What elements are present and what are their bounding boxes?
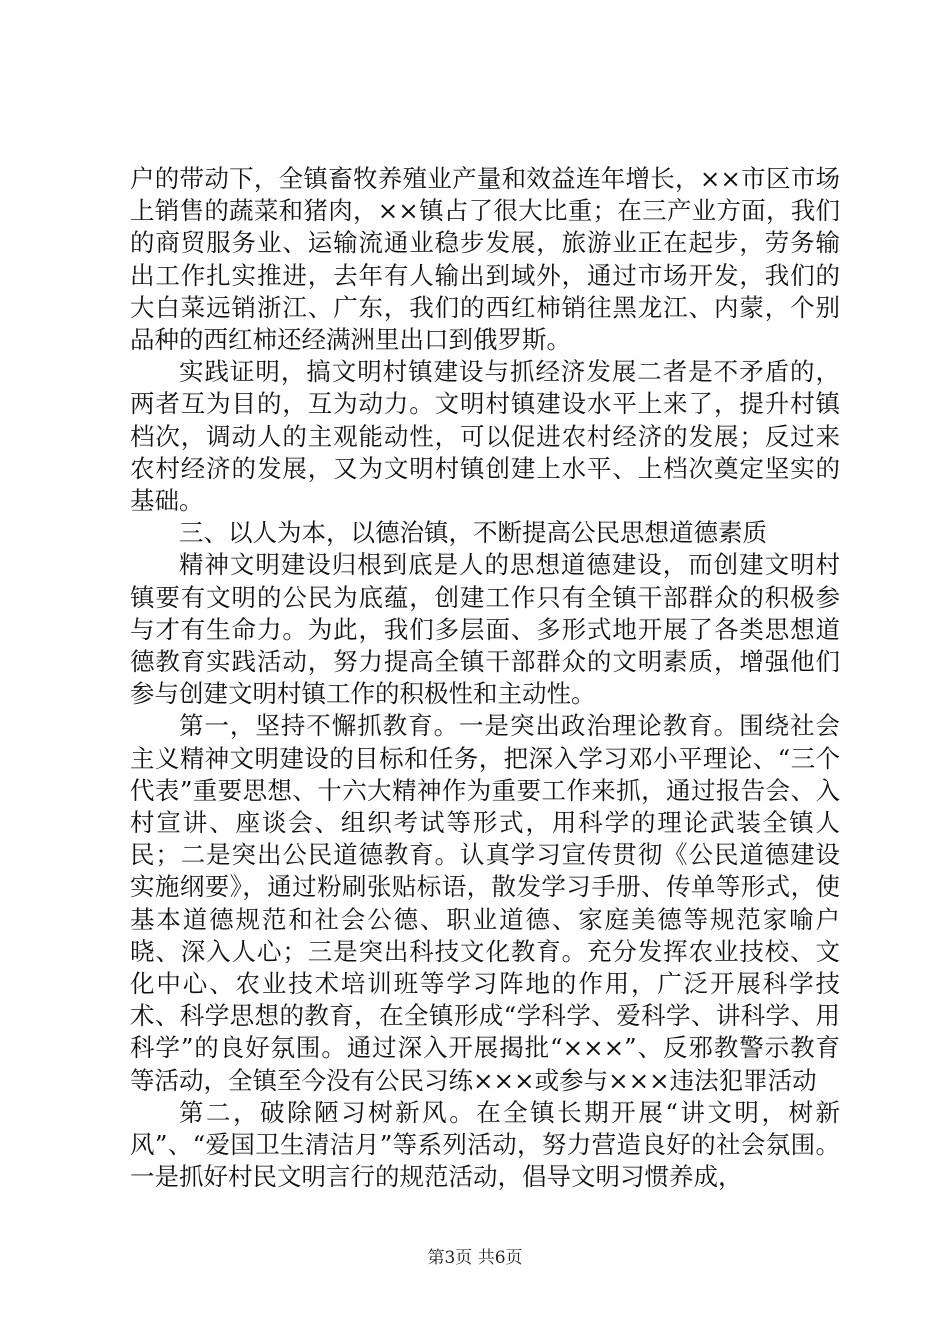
paragraph-practice-proof: 实践证明，搞文明村镇建设与抓经济发展二者是不矛盾的，两者互为目的，互为动力。文明村镇建设水平上来了，提升村镇档次，调动人的主观能动性，可以促进农村经济的发展；反过来农村经济的发展，又为文明村镇创建上水平、上档次奠定坚实的基础。 <box>130 357 840 516</box>
paragraph-continuation: 户的带动下，全镇畜牧养殖业产量和效益连年增长，××市区市场上销售的蔬菜和猪肉，××镇占了很大比重；在三产业方面，我们的商贸服务业、运输流通业稳步发展，旅游业正在起步，劳务输出工作扎实推进，去年有人输出到域外，通过市场开发，我们的大白菜远销浙江、广东，我们的西红柿销往黑龙江、内蒙，个别品种的西红柿还经满洲里出口到俄罗斯。 <box>130 164 840 355</box>
paragraph-first-education: 第一，坚持不懈抓教育。一是突出政治理论教育。围绕社会主义精神文明建设的目标和任务，把深入学习邓小平理论、“三个代表”重要思想、十六大精神作为重要工作来抓，通过报告会、入村宣讲、座谈会、组织考试等形式，用科学的理论武装全镇人民；二是突出公民道德教育。认真学习宣传贯彻《公民道德建设实施纲要》，通过粉刷张贴标语，散发学习手册、传单等形式，使基本道德规范和社会公德、职业道德、家庭美德等规范家喻户晓、深入人心；三是突出科技文化教育。充分发挥农业技校、文化中心、农业技术培训班等学习阵地的作用，广泛开展科学技术、科学思想的教育，在全镇形成“学科学、爱科学、讲科学、用科学”的良好氛围。通过深入开展揭批“×××”、反邪教警示教育等活动，全镇至今没有公民习练×××或参与×××违法犯罪活动 <box>130 711 840 1095</box>
page-number-footer: 第3页 共6页 <box>427 1248 523 1268</box>
document-body <box>130 163 840 1194</box>
section-heading: 三、以人为本，以德治镇，不断提高公民思想道德素质 <box>179 518 767 548</box>
paragraph-moral-construction: 精神文明建设归根到底是人的思想道德建设，而创建文明村镇要有文明的公民为底蕴，创建工作只有全镇干部群众的积极参与才有生命力。为此，我们多层面、多形式地开展了各类思想道德教育实践活动，努力提高全镇干部群众的文明素质，增强他们参与创建文明村镇工作的积极性和主动性。 <box>130 550 840 709</box>
paragraph-second-customs: 第二，破除陋习树新风。在全镇长期开展“讲文明，树新风”、“爱国卫生清洁月”等系列活动，努力营造良好的社会氛围。一是抓好村民文明言行的规范活动，倡导文明习惯养成， <box>130 1097 840 1192</box>
